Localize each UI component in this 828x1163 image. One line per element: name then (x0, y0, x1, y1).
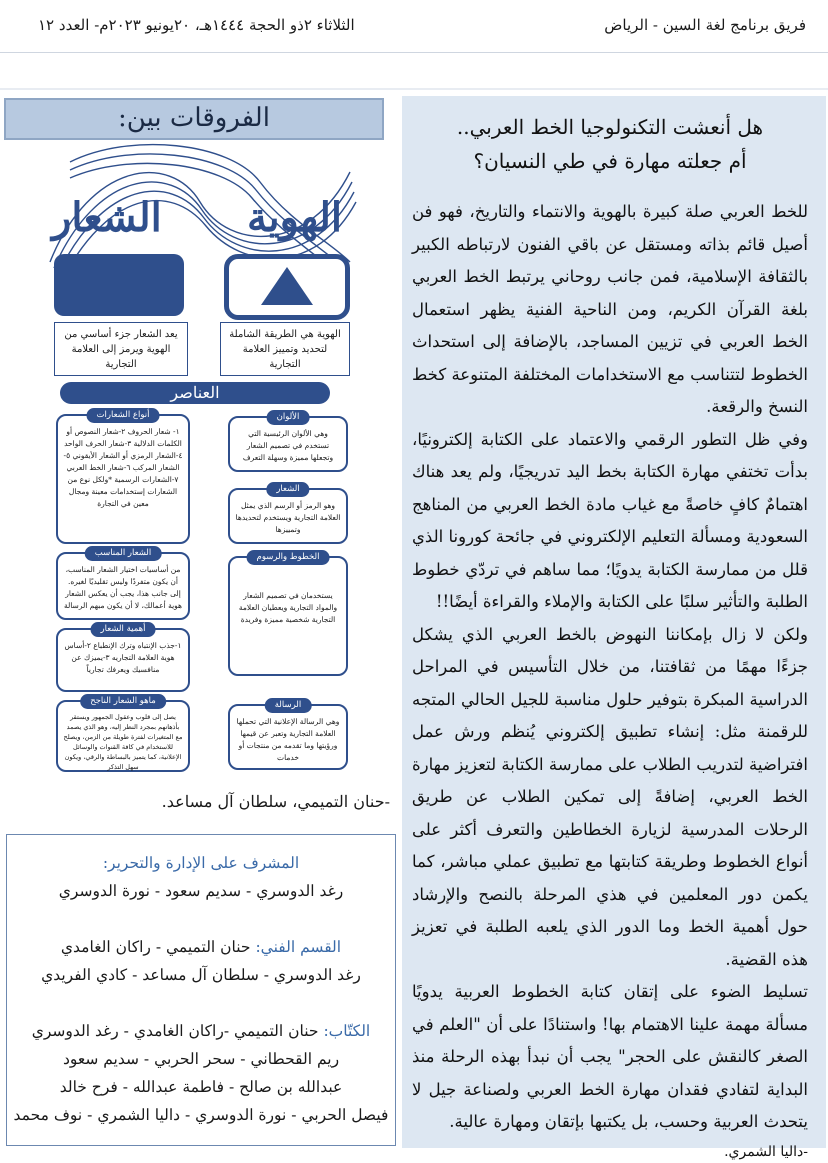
successful-logo-card-body: يصل إلى قلوب وعقول الجمهور ويستقر بأذهانهم بمجرد النظر إليه، وهو الذي يصمد مع المتغيرات لفترة طويلة من الزمن، ويصلح للاستخدام في كافة القنوات والوسائل الإعلانية، كما يتميز بالبساطة والرقي، ويكون سهل التذكر (63, 713, 183, 771)
writers-names-4: فيصل الحربي - نورة الدوسري - داليا الشمري - نوف محمد (13, 1106, 389, 1124)
logo-word: الشعار (52, 194, 162, 241)
credits-box (6, 834, 396, 1146)
article-title-line-1: هل أنعشت التكنولوجيا الخط العربي.. (456, 115, 764, 139)
writers-names-1: حنان التميمي -راكان الغامدي - رغد الدوسري (31, 1022, 324, 1040)
identity-vs-logo-infographic (30, 142, 360, 774)
article-column (402, 96, 826, 1160)
issue-date: الثلاثاء ٢ذو الحجة ١٤٤٤هـ، ٢٠يونيو ٢٠٢٣م- العدد ١٢ (38, 16, 355, 34)
colors-card (228, 412, 348, 472)
differences-title: الفروقات بين: (4, 98, 384, 140)
logo-element-card (228, 484, 348, 544)
article-paragraph-4: تسليط الضوء على إتقان كتابة الخطوط العربية يدويًا مسألة مهمة علينا الاهتمام بها! واستنادًا على أن "العلم في الصغر كالنقش على الحجر" يجب أن نبدأ بهذه الرحلة منذ البداية لتفادي فقدان مهارة الخط العربي ولصناعة جيل لا يتحدث العربية وحسب، بل يكتبها بإتقان ومهارة عالية. (412, 982, 808, 1131)
logo-importance-card (56, 624, 190, 692)
article-paragraph-1: للخط العربي صلة كبيرة بالهوية والانتماء والتاريخ، فهو فن أصيل قائم بذاته ومستقل عن باقي الفنون لارتباطه الكبير بالثقافة الإسلامية، فمن جانب روحاني يرتبط الخط العربي بلغة القرآن الكريم، ومن الناحية الفنية يظهر استعمال الخط العربي في تزيين المساجد، بالإضافة إلى استحداث الخطوط لتتناسب مع الاستخدامات المختلفة المتنوعة كخط النسخ والرقعة. (412, 202, 808, 416)
supervisor-names: رغد الدوسري - سديم سعود - نورة الدوسري (58, 882, 344, 900)
writers-names-2: ريم القحطاني - سحر الحربي - سديم سعود (62, 1050, 340, 1068)
message-card (228, 700, 348, 770)
infographic-credit: -حنان التميمي، سلطان آل مساعد. (161, 792, 390, 811)
article-signature: -داليا الشمري. (724, 1143, 808, 1160)
supervisor-label: المشرف على الإدارة والتحرير: (102, 854, 300, 872)
fonts-graphics-card-body: يستخدمان في تصميم الشعار والمواد التجارية ويعطيان العلامة التجارية شخصية مميزة وفريدة (238, 591, 338, 624)
publisher-name: فريق برنامج لغة السين - الرياض (604, 16, 806, 34)
writers-line-1 (7, 1017, 395, 1045)
logo-types-card (56, 410, 190, 544)
logo-importance-card-head: أهمية الشعار (91, 622, 156, 637)
article-title-line-2: أم جعلته مهارة في طي النسيان؟ (473, 149, 747, 173)
tech-names-2: رغد الدوسري - سلطان آل مساعد - كادي الفريدي (41, 966, 361, 984)
suitable-logo-card-head: الشعار المناسب (85, 546, 162, 561)
message-card-head: الرسالة (265, 698, 312, 713)
article-title (412, 110, 808, 178)
divider (0, 88, 828, 90)
logo-types-card-body: ١- شعار الحروف ٢-شعار النصوص أو الكلمات الدلالية ٣-شعار الحرف الواحد ٤-الشعار الرمزي أو الشعار الأيقوني ٥-الشعار المركب ٦-شعار الخط العربي ٧-الشعارات الرسمية *ولكل نوع من الشعارات إستخدامات معينة ومجال معين في التجارة (63, 427, 183, 508)
logo-definition: يعد الشعار جزء أساسي من الهوية ويرمز إلى العلامة التجارية (54, 322, 188, 376)
logo-shape (54, 254, 184, 316)
successful-logo-card (56, 696, 190, 772)
article-paragraph-3: ولكن لا زال بإمكاننا النهوض بالخط العربي الذي يشكل جزءًا مهمًا من ثقافتنا، من خلال التأسيس في المراحل الدراسية المبكرة بتوفير حلول مناسبة للجيل الحالي المتجه للرقمنة مثل: إنشاء تطبيق إلكتروني يُنظم ورش عمل افتراضية لتدريب الطلاب على ممارسة الكتابة لتعزيز مهارة الخط العربي، إضافةً إلى تمكين الطلاب عن طريق الرحلات المدرسية لزيارة الخطاطين والتعرف أكثر على أنواع الخطوط وطريقة كتابتها مع تطبيق عملي مباشر، كما يكمن دور المعلمين في هذي المرحلة بالنصح والإرشاد حول أهمية الخط وما الدور الذي يلعبه الطلبة في تعزيز هذه القضية. (412, 624, 808, 969)
triangle-icon (229, 259, 345, 315)
identity-definition: الهوية هي الطريقة الشاملة لتحديد وتمييز العلامة التجارية (220, 322, 350, 376)
tech-label: القسم الفني: (255, 938, 342, 956)
elements-banner (60, 382, 330, 404)
logo-importance-card-body: ١-جذب الإنتباه وترك الإنطباع ٢-أساس هوية العلامة التجاريه ٣-يميزك عن منافسيك ويعرفك تجارياً (64, 641, 182, 674)
fonts-graphics-card (228, 552, 348, 676)
tech-names-1: حنان التميمي - راكان الغامدي (60, 938, 256, 956)
colors-card-body: وهي الألوان الرئيسية التي تستخدم في تصميم الشعار وتجعلها مميزة وسهلة التعرف (242, 429, 334, 462)
successful-logo-card-head: ماهو الشعار الناجح (80, 694, 166, 709)
page-header (0, 0, 828, 53)
identity-shape (224, 254, 350, 320)
suitable-logo-card (56, 548, 190, 620)
tech-line-1 (7, 933, 395, 961)
message-card-body: وهي الرسالة الإعلانية التي تحملها العلامة التجارية وتعبر عن قيمها ورؤيتها وما تقدمه من منتجات أو خدمات (236, 717, 340, 762)
colors-card-head: الألوان (267, 410, 310, 425)
article-paragraph-2: وفي ظل التطور الرقمي والاعتماد على الكتابة إلكترونيًا، بدأت تختفي مهارة الكتابة بخط اليد تدريجيًا، ولم يعد هناك اهتمامٌ كافٍ خاصةً مع غياب مادة الخط العربي من المناهج السعودية ومسألة التعليم الإلكتروني في جائحة كورونا الذي قلل من ممارسة الكتابة يدويًا؛ مما ساهم في تردّي خطوط الطلبة والتأثير سلبًا على الكتابة والإملاء والقراءة أيضًا!! (412, 429, 808, 611)
suitable-logo-card-body: من أساسيات اختيار الشعار المناسب، أن يكون متفردًا وليس تقليديًا لغيره. إلى جانب هذا، يجب أن يعكس الشعار هوية أعمالك، لا أن يكون مبهم الرسالة (63, 565, 183, 610)
logo-types-card-head: أنواع الشعارات (87, 408, 160, 423)
logo-element-card-head: الشعار (266, 482, 309, 497)
writers-label: الكتّاب: (323, 1022, 371, 1040)
identity-word: الهوية (247, 194, 342, 241)
elements-title: العناصر (170, 383, 220, 402)
fonts-graphics-card-head: الخطوط والرسوم (247, 550, 330, 565)
logo-element-card-body: وهو الرمز أو الرسم الذي يمثل العلامة التجارية ويستخدم لتحديدها وتمييزها (235, 501, 341, 534)
writers-names-3: عبدالله بن صالح - فاطمة عبدالله - فرح خالد (59, 1078, 343, 1096)
